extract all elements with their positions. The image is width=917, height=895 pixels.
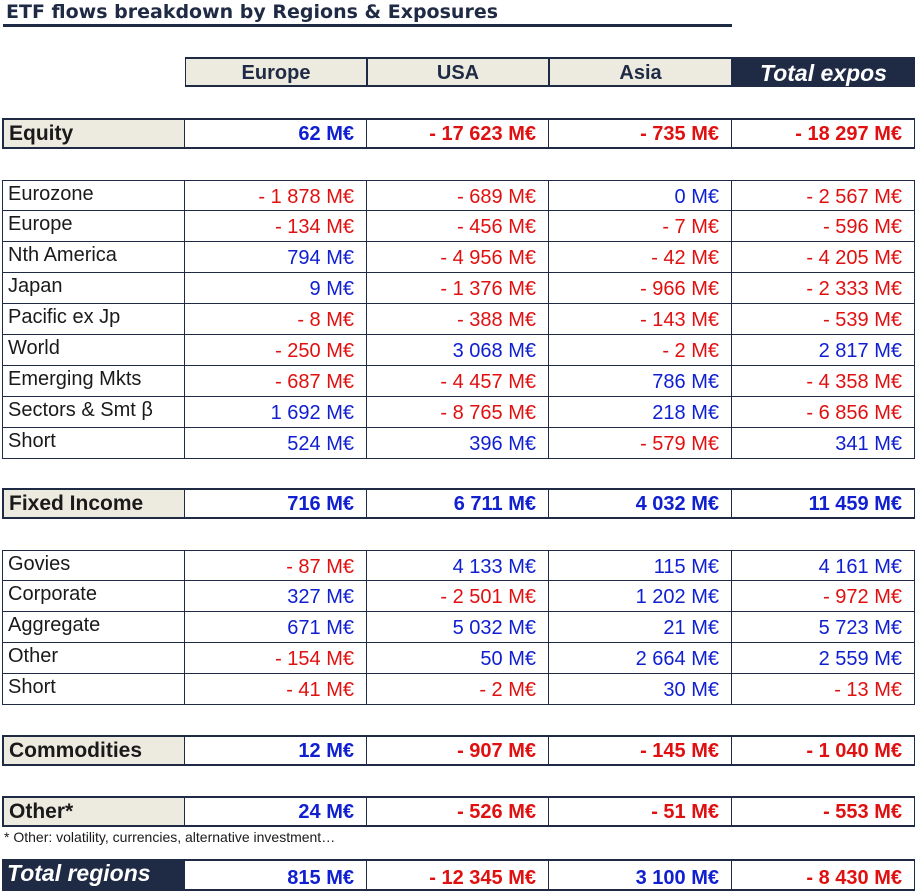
row-value: 2 664 M€: [549, 643, 732, 673]
column-header-asia: Asia: [549, 57, 732, 87]
section-value: - 526 M€: [367, 798, 549, 825]
section-value: - 18 297 M€: [732, 120, 915, 147]
row-value: 2 817 M€: [732, 335, 915, 365]
row-value: - 689 M€: [367, 181, 549, 211]
row-label: Nth America: [2, 242, 185, 272]
row-value: 327 M€: [185, 581, 367, 611]
table-row: [2, 180, 915, 211]
section-value: - 553 M€: [732, 798, 915, 825]
section-row: [2, 735, 915, 766]
row-value: - 1 878 M€: [185, 181, 367, 211]
row-label: Short: [2, 674, 185, 704]
row-value: - 456 M€: [367, 211, 549, 241]
row-label: Other: [2, 643, 185, 673]
row-value: - 388 M€: [367, 304, 549, 334]
row-value: - 8 765 M€: [367, 397, 549, 427]
row-value: - 154 M€: [185, 643, 367, 673]
row-value: 341 M€: [732, 428, 915, 458]
row-value: 4 133 M€: [367, 551, 549, 581]
section-row: [2, 796, 915, 827]
row-value: 3 068 M€: [367, 335, 549, 365]
row-value: 0 M€: [549, 181, 732, 211]
row-label: World: [2, 335, 185, 365]
table-row: [2, 335, 915, 366]
row-label: Govies: [2, 551, 185, 581]
totals-value: - 12 345 M€: [367, 859, 549, 891]
row-value: - 134 M€: [185, 211, 367, 241]
row-value: 4 161 M€: [732, 551, 915, 581]
row-value: - 596 M€: [732, 211, 915, 241]
section-value: - 17 623 M€: [367, 120, 549, 147]
row-value: 5 723 M€: [732, 612, 915, 642]
row-value: 671 M€: [185, 612, 367, 642]
section-row: [2, 118, 915, 149]
table-row: [2, 397, 915, 428]
section-value: - 735 M€: [549, 120, 732, 147]
table-row: [2, 550, 915, 581]
row-value: - 4 956 M€: [367, 242, 549, 272]
page-title: ETF flows breakdown by Regions & Exposures: [6, 1, 499, 23]
row-value: - 687 M€: [185, 366, 367, 396]
row-label: Corporate: [2, 581, 185, 611]
row-value: - 143 M€: [549, 304, 732, 334]
row-value: - 972 M€: [732, 581, 915, 611]
footnote: * Other: volatility, currencies, alternative investment…: [4, 829, 336, 845]
row-value: - 966 M€: [549, 273, 732, 303]
row-value: 218 M€: [549, 397, 732, 427]
row-value: 1 692 M€: [185, 397, 367, 427]
row-label: Europe: [2, 211, 185, 241]
section-value: 716 M€: [185, 490, 367, 517]
row-value: 115 M€: [549, 551, 732, 581]
row-value: 30 M€: [549, 674, 732, 704]
row-value: 524 M€: [185, 428, 367, 458]
row-value: 5 032 M€: [367, 612, 549, 642]
column-header-total-expos: Total expos: [732, 57, 915, 87]
section-label: Fixed Income: [2, 490, 185, 517]
section-value: - 907 M€: [367, 737, 549, 764]
row-label: Eurozone: [2, 181, 185, 211]
row-value: 9 M€: [185, 273, 367, 303]
totals-value: - 8 430 M€: [732, 859, 915, 891]
row-label: Short: [2, 428, 185, 458]
row-value: - 87 M€: [185, 551, 367, 581]
row-value: - 42 M€: [549, 242, 732, 272]
row-label: Emerging Mkts: [2, 366, 185, 396]
row-value: 2 559 M€: [732, 643, 915, 673]
table-row: [2, 581, 915, 612]
row-label: Pacific ex Jp: [2, 304, 185, 334]
row-value: - 539 M€: [732, 304, 915, 334]
row-value: - 2 333 M€: [732, 273, 915, 303]
column-header-europe: Europe: [185, 57, 367, 87]
row-value: - 4 358 M€: [732, 366, 915, 396]
column-header-usa: USA: [367, 57, 549, 87]
row-value: 396 M€: [367, 428, 549, 458]
row-value: - 7 M€: [549, 211, 732, 241]
section-value: - 1 040 M€: [732, 737, 915, 764]
totals-value: 3 100 M€: [549, 859, 732, 891]
row-label: Sectors & Smt β: [2, 397, 185, 427]
title-underline: [3, 24, 732, 27]
row-value: 1 202 M€: [549, 581, 732, 611]
row-value: - 2 M€: [367, 674, 549, 704]
section-value: 6 711 M€: [367, 490, 549, 517]
row-value: - 4 205 M€: [732, 242, 915, 272]
section-value: 62 M€: [185, 120, 367, 147]
row-value: - 4 457 M€: [367, 366, 549, 396]
table-row: [2, 273, 915, 304]
table-row: [2, 612, 915, 643]
section-label: Commodities: [2, 737, 185, 764]
row-value: - 579 M€: [549, 428, 732, 458]
section-label: Other*: [2, 798, 185, 825]
section-value: 12 M€: [185, 737, 367, 764]
row-value: - 2 M€: [549, 335, 732, 365]
section-row: [2, 488, 915, 519]
totals-value: 815 M€: [185, 859, 367, 891]
row-value: - 2 567 M€: [732, 181, 915, 211]
row-value: 50 M€: [367, 643, 549, 673]
section-label: Equity: [2, 120, 185, 147]
row-value: 21 M€: [549, 612, 732, 642]
totals-label: Total regions: [2, 859, 185, 891]
table-row: [2, 242, 915, 273]
table-row: [2, 674, 915, 705]
table-row: [2, 643, 915, 674]
row-value: 794 M€: [185, 242, 367, 272]
section-value: - 51 M€: [549, 798, 732, 825]
section-value: 24 M€: [185, 798, 367, 825]
table-row: [2, 366, 915, 397]
row-label: Japan: [2, 273, 185, 303]
section-value: 11 459 M€: [732, 490, 915, 517]
table-row: [2, 428, 915, 459]
row-value: - 13 M€: [732, 674, 915, 704]
row-value: - 2 501 M€: [367, 581, 549, 611]
row-value: - 250 M€: [185, 335, 367, 365]
table-row: [2, 211, 915, 242]
section-value: 4 032 M€: [549, 490, 732, 517]
row-value: 786 M€: [549, 366, 732, 396]
total-regions-row: [2, 859, 915, 891]
row-value: - 8 M€: [185, 304, 367, 334]
row-value: - 6 856 M€: [732, 397, 915, 427]
row-value: - 1 376 M€: [367, 273, 549, 303]
row-value: - 41 M€: [185, 674, 367, 704]
table-row: [2, 304, 915, 335]
row-label: Aggregate: [2, 612, 185, 642]
section-value: - 145 M€: [549, 737, 732, 764]
